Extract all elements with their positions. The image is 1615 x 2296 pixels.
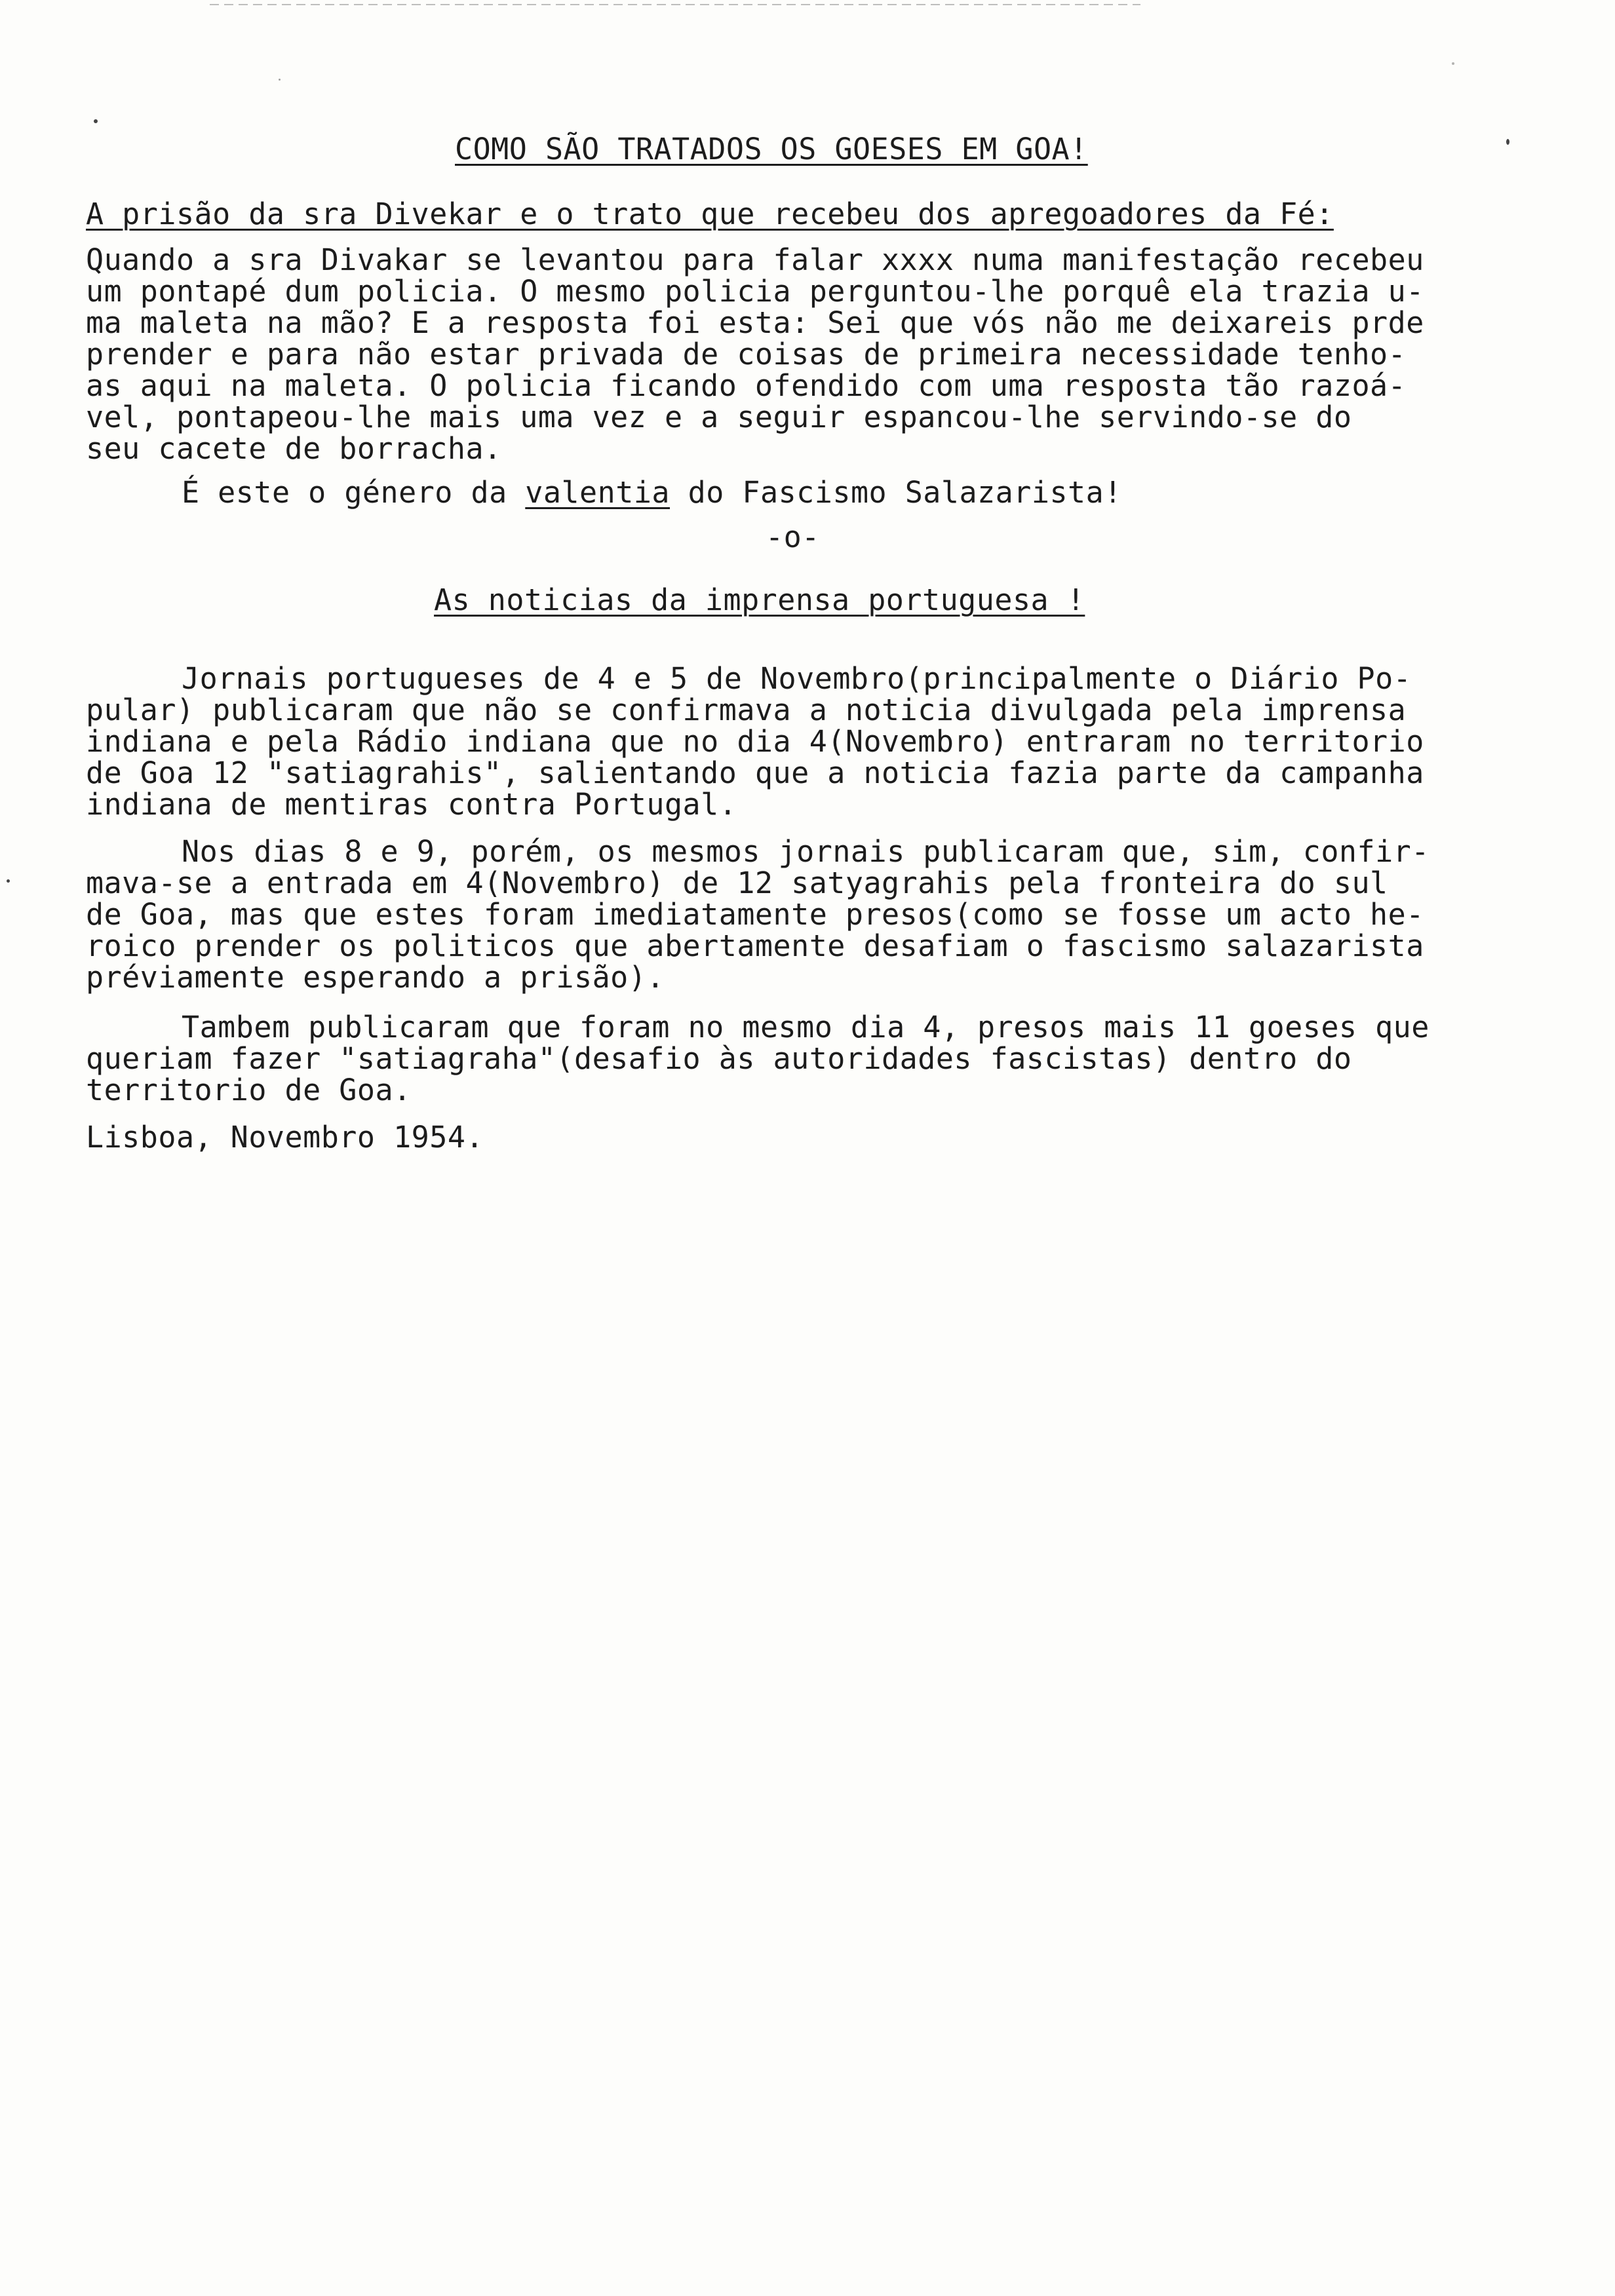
section-separator: -o-: [766, 520, 820, 554]
text-line: vel, pontapeou-lhe mais uma vez e a seguir espancou-lhe servindo-se do: [86, 400, 1352, 434]
text-line: Quando a sra Divakar se levantou para falar xxxx numa manifestação recebeu: [86, 242, 1424, 277]
text-line: ma maleta na mão? E a resposta foi esta: Sei que vós não me deixareis prde: [86, 305, 1424, 340]
text-line: pular) publicaram que não se confirmava a noticia divulgada pela imprensa: [86, 693, 1407, 727]
text-line: seu cacete de borracha.: [86, 431, 502, 466]
text-line: as aqui na maleta. O policia ficando ofendido com uma resposta tão razoá-: [86, 368, 1407, 403]
text-line: préviamente esperando a prisão).: [86, 960, 665, 995]
text-line: indiana e pela Rádio indiana que no dia 4(Novembro) entraram no territorio: [86, 724, 1424, 759]
document-title: COMO SÃO TRATADOS OS GOESES EM GOA!: [455, 132, 1088, 166]
closing-remark-start: É este o género da: [182, 475, 526, 510]
text-line: Nos dias 8 e 9, porém, os mesmos jornais publicaram que, sim, confir-: [182, 834, 1430, 869]
text-line: de Goa 12 "satiagrahis", salientando que a noticia fazia parte da campanha: [86, 756, 1424, 790]
section-heading-imprensa: As noticias da imprensa portuguesa !: [434, 583, 1085, 617]
text-line: indiana de mentiras contra Portugal.: [86, 787, 737, 822]
text-line: Tambem publicaram que foram no mesmo dia 4, presos mais 11 goeses que: [182, 1010, 1430, 1044]
text-line: prender e para não estar privada de coisas de primeira necessidade tenho-: [86, 337, 1407, 372]
place-and-date: Lisboa, Novembro 1954.: [86, 1120, 484, 1155]
page-top-edge-marks: [210, 4, 1140, 5]
scan-speck: [1452, 62, 1454, 65]
text-line: territorio de Goa.: [86, 1073, 412, 1107]
section-heading-divekar: A prisão da sra Divekar e o trato que recebeu dos apregoadores da Fé:: [86, 197, 1334, 231]
scan-speck: [7, 879, 10, 883]
closing-remark: [182, 476, 1122, 509]
closing-remark-end: do Fascismo Salazarista!: [670, 475, 1122, 510]
text-line: queriam fazer "satiagraha"(desafio às autoridades fascistas) dentro do: [86, 1041, 1352, 1076]
scan-speck: [1506, 139, 1509, 145]
scan-speck: [94, 119, 98, 123]
text-line: mava-se a entrada em 4(Novembro) de 12 satyagrahis pela fronteira do sul: [86, 866, 1388, 900]
text-line: Jornais portugueses de 4 e 5 de Novembro(principalmente o Diário Po-: [182, 661, 1412, 696]
text-line: roico prender os politicos que abertamente desafiam o fascismo salazarista: [86, 928, 1424, 963]
scan-speck: [279, 79, 281, 81]
text-line: um pontapé dum policia. O mesmo policia perguntou-lhe porquê ela trazia u-: [86, 274, 1424, 309]
text-line: de Goa, mas que estes foram imediatamente presos(como se fosse um acto he-: [86, 897, 1424, 932]
closing-remark-emphasis: valentia: [525, 475, 671, 510]
